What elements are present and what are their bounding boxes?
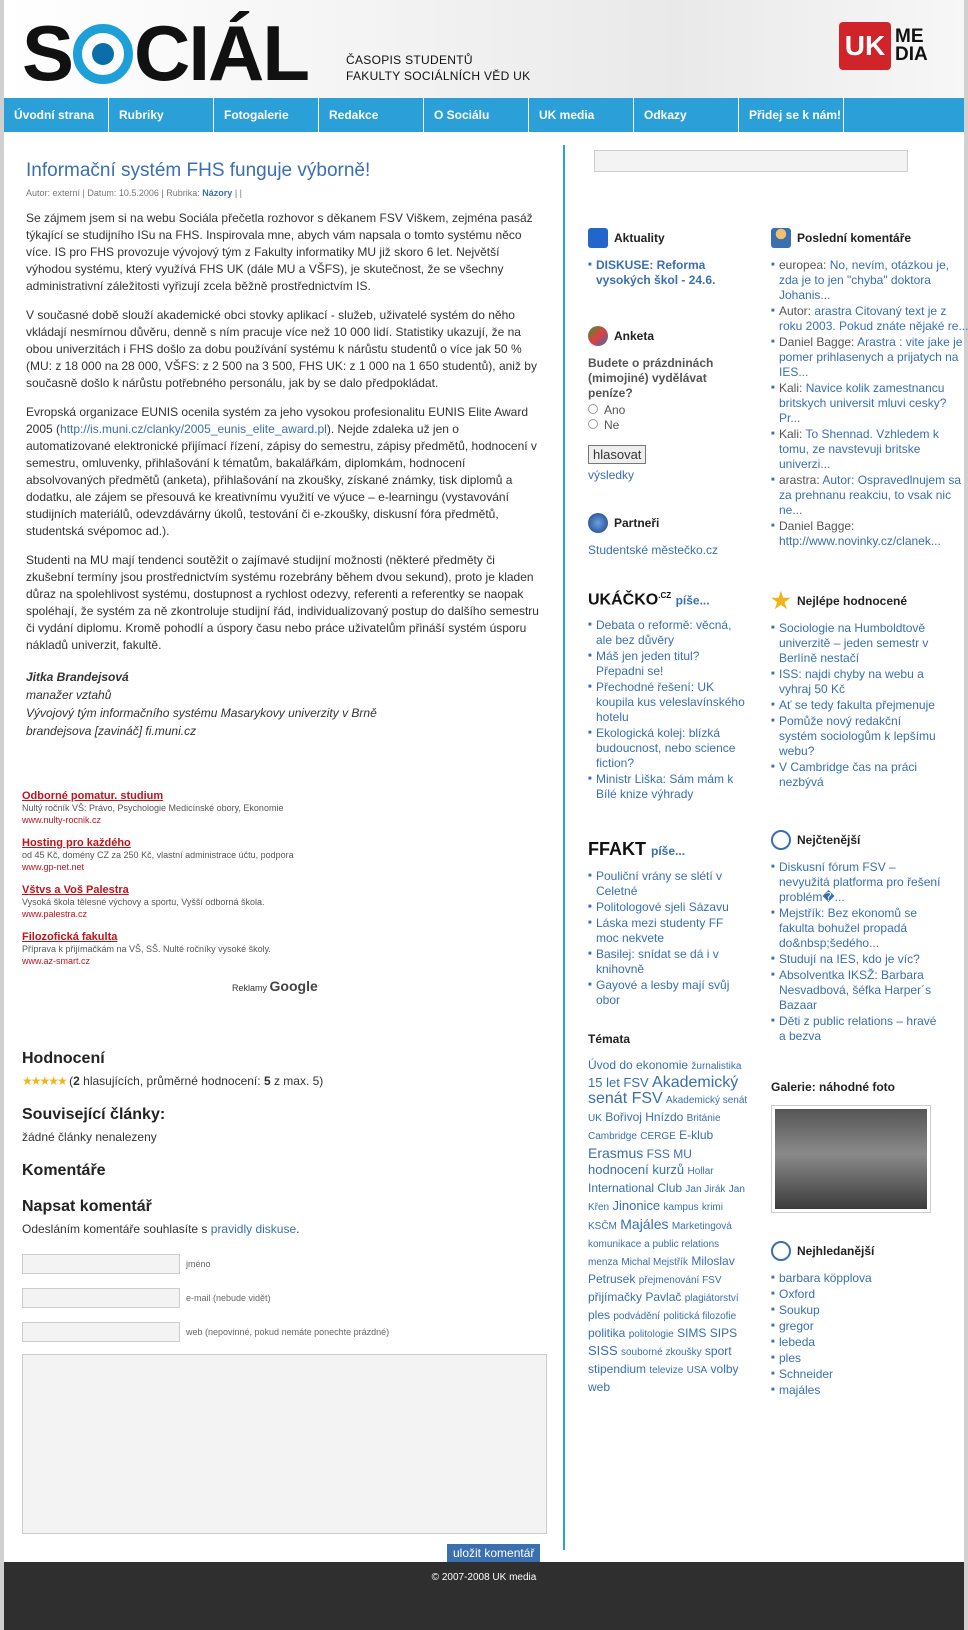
ad-item[interactable]: Filozofická fakulta Příprava k přijímačkám na VŠ, SŠ. Nulté ročníky vysoké školy. www.az-smart.cz (22, 931, 271, 966)
ukacko-logo[interactable]: $UKÁČKO^{.CZ}$ píše... (588, 591, 710, 609)
most-searched-item[interactable]: ■ majáles (771, 1383, 941, 1398)
ukacko-item[interactable]: ■ Máš jen jeden titul? Přepadni se! (588, 649, 748, 679)
partneri-title: Partneři (588, 513, 748, 533)
most-read-item[interactable]: ■ Děti z public relations – hravé a bezva (771, 1014, 941, 1044)
article-paragraph: V současné době slouží akademické obci stovky aplikací - služeb, uživatelé systém do něho vkládají nesmírnou důvěru, denně s ním pracuje více než 10 000 lidí. Statistiky ukazují, že na obou univerzitách i FHS došlo za dobu používání systému k nárůstu studentů o více jak 50 % (MU: z 18 000 na 28 000, VŠFS: z 2 500 na 3 500, FHS UK: z 1 000 na 1 650 studentů), aniž by současně došlo k nárůstu potřebného personálu, jak by se dalo předpokládat. (26, 308, 537, 390)
star-icon: ★ (771, 588, 791, 613)
tag-link[interactable]: CERGE (640, 1131, 676, 1143)
most-read-item[interactable]: ■ Studují na IES, kdo je víc? (771, 952, 941, 967)
most-searched-item[interactable]: ■ Schneider (771, 1367, 941, 1382)
pie-chart-icon (588, 326, 608, 346)
ffakt-item[interactable]: ■ Gayové a lesby mají svůj obor (588, 978, 748, 1008)
most-searched-item[interactable]: ■ ples (771, 1351, 941, 1366)
top-rated-item[interactable]: ■ Sociologie na Humboldtově univerzitě – jeden semestr v Berlíně nestačí (771, 621, 941, 666)
aktuality-title: Aktuality (588, 228, 748, 248)
aktuality-item[interactable]: ■ DISKUSE: Reforma vysokých škol - 24.6. (588, 258, 748, 288)
most-searched-item[interactable]: ■ lebeda (771, 1335, 941, 1350)
rating-heading: Hodnocení (22, 1050, 105, 1067)
article-paragraph: Se zájmem jsem si na webu Sociála přečetla rozhovor s děkanem FSV Viškem, zejména pasáž týkající se studijního ISu na FHS. Inspirovala mne, abych vám napsala o tomto systému něco více. IS pro FHS provozuje vývojový tým z Fakulty informatiky MU již skoro 6 let. Největší výhodou systému, který využívá FHS UK (dále MU a VŠFS), je skutečnost, že se všechny administrativní záležitosti vyřizují zcela běžně prostřednictvím IS. (26, 211, 533, 293)
copyright: © 2007-2008 UK media (431, 1572, 537, 1583)
tag-link[interactable]: žurnalistika (691, 1061, 742, 1073)
tag-link[interactable]: Jinonice (612, 1198, 661, 1214)
tag-link[interactable]: Cambridge (588, 1131, 637, 1143)
tag-link[interactable]: web (588, 1380, 611, 1395)
comment-item[interactable]: ■ Daniel Bagge: Arastra : vite jake je pomer prihlasenych a prijatych na IES... (771, 335, 968, 380)
top-rated-item[interactable]: ■ V Cambridge čas na práci nezbývá (771, 760, 941, 790)
uk-media-logo[interactable]: UK ME DIA (839, 22, 947, 70)
sidebar-left: Aktuality ■ DISKUSE: Reforma vysokých škol - 24.6. Anketa Budete o prázdninách (mimojiné) vydělávat peníze? Ano Ne hlasovat výsledky Partneři Studentské městečko.cz $UKÁČKO^{.CZ}$ píše... ■ Debata o reformě: věcná, ale bez důvěry ■ Máš jen jeden titul? Přepadni se! ■ Přechodné řešení: UK koupila kus veleslavínského hotelu ■ Ekologická kolej: blízká budoucnost, nebo science fiction? ■ Ministr Liška: Sám mám k Bílé knize výhrady FFAKT píše... ■ Pouliční vrány se slétí v Celetné ■ Politologové sjeli Sázavu ■ Láska mezi studenty FF moc nekvete ■ Basilej: snídat se dá i v knihovně ■ Gayové a lesby mají svůj obor Témata Úvod do ekonomie žurnalistika 15 let FSV Akademický senát FSV Akademický senát UK Bořivoj Hnízdo Británie Cambridge CERGE E-klub Erasmus FSS MU hodnocení kurzů Hollar International Club Jan Jirák Jan Křen Jinonice kampus krimi KSČM Majáles Marketingová komunikace a public relations menza Michal Mejstřík Miloslav Petrusek přejmenování FSV přijímačky Pavlač plagiátorství ples podvádění politická filozofie politika politologie SIMS SIPS SISS souborné zkoušky sport stipendium televize USA volby web (588, 228, 748, 1395)
top-rated-item[interactable]: ■ ISS: najdi chyby na webu a vyhraj 50 Kč (771, 667, 941, 697)
nav-redakce[interactable]: Redakce (319, 98, 424, 132)
tag-link[interactable]: přijímačky (588, 1290, 643, 1305)
tag-link[interactable]: USA (686, 1365, 708, 1377)
ad-item[interactable]: Hosting pro každého od 45 Kč, domény CZ za 250 Kč, vlastní administrace účtu, podpora www.gp-net.net (22, 837, 294, 872)
comment-item[interactable]: ■ Autor: arastra Citovaný text je z roku 2003. Pokud znáte nějaké re... (771, 304, 968, 334)
ffakt-item[interactable]: ■ Politologové sjeli Sázavu (588, 900, 748, 915)
tag-link[interactable]: Miloslav Petrusek (588, 1254, 735, 1287)
tag-link[interactable]: podvádění (613, 1311, 661, 1323)
tag-link[interactable]: Jan Křen (588, 1184, 745, 1214)
ffakt-item[interactable]: ■ Láska mezi studenty FF moc nekvete (588, 916, 748, 946)
google-ads (22, 790, 322, 994)
tag-link[interactable]: Erasmus (588, 1145, 644, 1162)
comment-item[interactable]: ■ Daniel Bagge: http://www.novinky.cz/clanek... (771, 519, 968, 549)
tag-link[interactable]: International Club (588, 1181, 683, 1196)
radio-ano[interactable] (588, 404, 598, 414)
tag-link[interactable]: kampus (663, 1202, 699, 1214)
most-searched-item[interactable]: ■ Soukup (771, 1303, 941, 1318)
site-tagline: ČASOPIS STUDENTŮ FAKULTY SOCIÁLNÍCH VĚD UK (346, 53, 531, 83)
tag-link[interactable]: volby (710, 1362, 739, 1377)
nav-home[interactable]: Úvodní strana (4, 98, 109, 132)
magnifier-icon (771, 1241, 791, 1261)
tag-link[interactable]: menza (588, 1257, 619, 1269)
tag-link[interactable]: Akademický senát UK (588, 1095, 748, 1125)
tag-link[interactable]: Pavlač (645, 1290, 682, 1305)
nejctenejsi-title: Nejčtenější (771, 830, 941, 850)
most-searched-item[interactable]: ■ gregor (771, 1319, 941, 1334)
nejhledanejsi-title: Nejhledanější (771, 1241, 941, 1261)
tag-link[interactable]: Úvod do ekonomie (588, 1058, 689, 1073)
tag-link[interactable]: souborné zkoušky (620, 1347, 702, 1359)
tag-link[interactable]: přejmenování FSV (638, 1275, 722, 1287)
ffakt-item[interactable]: ■ Basilej: snídat se dá i v knihovně (588, 947, 748, 977)
magnifier-icon (771, 830, 791, 850)
most-searched-item[interactable]: ■ Oxford (771, 1287, 941, 1302)
email-input[interactable] (22, 1288, 180, 1308)
tag-link[interactable]: politika (588, 1326, 626, 1341)
article (26, 150, 546, 740)
tag-link[interactable]: Michal Mejstřík (621, 1257, 689, 1269)
ad-item[interactable]: Odborné pomatur. studium Nultý ročník VŠ: Právo, Psychologie Medicínské obory, Ekonomie www.nulty-rocnik.cz (22, 790, 284, 825)
comment-item[interactable]: ■ Kali: Navice kolik zamestnancu britskych universit mluvi cesky? Pr... (771, 381, 968, 426)
globe-icon (588, 513, 608, 533)
ads-by-google[interactable]: Reklamy Google (232, 978, 318, 994)
tag-link[interactable]: ples (588, 1308, 611, 1323)
top-rated-item[interactable]: ■ Pomůže nový redakční systém sociologům k lepšímu webu? (771, 714, 941, 759)
tag-link[interactable]: FSS (646, 1147, 670, 1162)
tag-link[interactable]: KSČM (588, 1221, 617, 1233)
nejlepe-title: ★ Nejlépe hodnocené (771, 588, 908, 613)
tag-link[interactable]: SIMS (677, 1326, 707, 1341)
tag-link[interactable]: Jan Jirák (685, 1184, 726, 1196)
tag-link[interactable]: SISS (588, 1343, 618, 1359)
tag-link[interactable]: E-klub (679, 1128, 714, 1143)
article-title[interactable]: Informační systém FHS funguje výborně! (26, 160, 371, 181)
signature: Jitka Brandejsová manažer vztahů Vývojový tým informačního systému Masarykovy univerzity v Brně brandejsova [zavináč] fi.muni.cz (26, 670, 377, 738)
consent-text: Odesláním komentáře souhlasíte s pravidly diskuse. (22, 1222, 300, 1236)
random-photo[interactable] (771, 1105, 931, 1213)
nav-fotogalerie[interactable]: Fotogalerie (214, 98, 319, 132)
write-comment-heading: Napsat komentář (22, 1198, 152, 1215)
ukacko-item[interactable]: ■ Debata o reformě: věcná, ale bez důvěry (588, 618, 748, 648)
logo-o-icon (73, 24, 133, 84)
ukacko-item[interactable]: ■ Ekologická kolej: blízká budoucnost, nebo science fiction? (588, 726, 748, 771)
rubric-link[interactable]: Názory (202, 188, 233, 198)
top-rated-item[interactable]: ■ Ať se tedy fakulta přejmenuje (771, 698, 941, 713)
vote-button[interactable]: hlasovat (588, 445, 646, 464)
related-empty: žádné články nenalezeny (22, 1130, 157, 1144)
nav-o-socialu[interactable]: O Sociálu (424, 98, 529, 132)
comment-item[interactable]: ■ arastra: Autor: Ospravedlnujem sa za prehnanu reakciu, to vsak nic ne... (771, 473, 968, 518)
main-nav (4, 98, 964, 132)
tag-cloud (588, 1057, 748, 1395)
most-searched-item[interactable]: ■ barbara köpplova (771, 1271, 941, 1286)
star-icon[interactable]: ★★★★★ (22, 1074, 66, 1088)
anketa-title: Anketa (588, 326, 748, 346)
galerie-title: Galerie: náhodné foto (771, 1080, 896, 1094)
tag-link[interactable]: 15 let FSV (588, 1075, 649, 1091)
comment-item[interactable]: ■ Kali: To Shennad. Vzhledem k tomu, ze navstevuji britske univerzi... (771, 427, 968, 472)
tag-link[interactable]: hodnocení kurzů (588, 1162, 685, 1178)
site-logo[interactable]: S CIÁL (22, 9, 309, 97)
comment-item[interactable]: ■ europea: No, nevím, otázkou je, zda je to jen "chyba" doktora Johanis... (771, 258, 968, 303)
poll-question: Budete o prázdninách (mimojiné) vydělávat peníze? (588, 356, 714, 400)
tag-link[interactable]: politologie (628, 1329, 674, 1341)
ukacko-item[interactable]: ■ Přechodné řešení: UK koupila kus veleslavínského hotelu (588, 680, 748, 725)
tag-link[interactable]: krimi (701, 1202, 723, 1214)
komentare-title: Poslední komentáře (771, 228, 941, 248)
tag-link[interactable]: politická filozofie (663, 1311, 737, 1323)
nav-pridej-se[interactable]: Přidej se k nám! (739, 98, 844, 132)
nav-rubriky[interactable]: Rubriky (109, 98, 214, 132)
related-heading: Související články: (22, 1106, 166, 1123)
tag-link[interactable]: SIPS (709, 1326, 738, 1341)
search-input[interactable] (594, 150, 908, 172)
nav-uk-media[interactable]: UK media (529, 98, 634, 132)
footer (4, 1562, 964, 1630)
tag-link[interactable]: stipendium (588, 1362, 647, 1377)
tag-link[interactable]: plagiátorství (684, 1293, 739, 1305)
comments-heading: Komentáře (22, 1162, 106, 1179)
tag-link[interactable]: Marketingová komunikace a public relations (588, 1221, 732, 1251)
partner-link[interactable]: Studentské městečko.cz (588, 543, 719, 557)
eunis-link[interactable]: http://is.muni.cz/clanky/2005_eunis_elite_award.pl (60, 422, 327, 436)
user-icon (771, 228, 791, 248)
tag-link[interactable]: televize (649, 1365, 684, 1377)
rating-and-comments: Hodnocení ★★★★★ (2 hlasujících, průměrné hodnocení: 5 z max. 5) Související články: žádné články nenalezeny Komentáře Napsat komentář Odesláním komentáře souhlasíte s pravidly diskuse. jméno e-mail (nebude vidět) web (nepovinné, pokud nemáte ponechte prázdné) uložit komentář (22, 1050, 542, 1562)
comment-textarea[interactable] (22, 1354, 547, 1534)
tag-link[interactable]: sport (704, 1344, 732, 1359)
rating-summary: ★★★★★ (2 hlasujících, průměrné hodnocení: 5 z max. 5) (22, 1074, 324, 1088)
tag-link[interactable]: Hollar (687, 1166, 714, 1178)
article-paragraph: Studenti na MU mají tendenci soutěžit o zajímavé studijní možnosti (některé předměty či zkušební termíny jsou prostřednictvím systému rozebrány během dvou sekund), proto je kladen důraz na spolehlivost systému, dostupnost a rychlost odezvy, referenti a referentky se naopak spoléhají, že systém za ně zkontroluje studijní řád, individualizovaný postup do dalšího semestru či vydání diplomu. Kromě pohodlí a úspory času nebo práce uživatelům přináší systém úsporu nákladů univerzit, fakultě. (26, 553, 539, 652)
sidebar-right (771, 228, 968, 1399)
tag-link[interactable]: Bořivoj Hnízdo (605, 1110, 684, 1125)
ad-item[interactable]: Vštvs a Voš Palestra Vysoká škola tělesné výchovy a sportu, Vyšší odborná škola. www.palestra.cz (22, 884, 265, 919)
tag-link[interactable]: MU (673, 1147, 692, 1162)
article-meta: Autor: externí | Datum: 10.5.2006 | Rubrika: Názory | | (26, 188, 242, 198)
most-read-item[interactable]: ■ Mejstřík: Bez ekonomů se fakulta bohužel propadá do&nbsp;šedého... (771, 906, 941, 951)
header (4, 0, 964, 98)
tag-link[interactable]: Majáles (620, 1216, 669, 1233)
radio-ne[interactable] (588, 419, 598, 429)
info-icon (588, 228, 608, 248)
poll-results-link[interactable]: výsledky (588, 468, 635, 482)
tag-link[interactable]: Británie (686, 1113, 721, 1125)
ukacko-item[interactable]: ■ Ministr Liška: Sám mám k Bílé knize výhrady (588, 772, 748, 802)
ffakt-logo[interactable]: FFAKT píše... (588, 839, 686, 860)
name-input[interactable] (22, 1254, 180, 1274)
most-read-item[interactable]: ■ Diskusní fórum FSV – nevyužitá platforma pro řešení problém�... (771, 860, 941, 905)
nav-odkazy[interactable]: Odkazy (634, 98, 739, 132)
column-divider (563, 145, 565, 1550)
most-read-item[interactable]: ■ Absolventka IKSŽ: Barbara Nesvadbová, šéfka Harper´s Bazaar (771, 968, 941, 1013)
temata-title: Témata (588, 1032, 631, 1047)
web-input[interactable] (22, 1322, 180, 1342)
rules-link[interactable]: pravidly diskuse (210, 1222, 297, 1236)
ffakt-item[interactable]: ■ Pouliční vrány se slétí v Celetné (588, 869, 748, 899)
submit-comment-button[interactable]: uložit komentář (447, 1544, 540, 1562)
article-paragraph: Evropská organizace EUNIS ocenila systém za jeho vysokou profesionalitu EUNIS Elite Award 2005 (http://is.muni.cz/clanky/2005_eunis_elite_award.pl). Nejde zdaleka už jen o automatizované elektronické přijímací řízení, zápisy do semestru, zápisy předmětů, hodnocení v semestru, omluvenky, přihlašování k tématům, bakalářkám, diplomkám, hodnocení absolvovaných předmětů (anketa), přihlašování na zkoušky, získané známky, tisk diplomů a dodatku, ale zájem se přesouvá ke kreativnímu využití ve výuce – e-learningu (vystavování studijních materiálů, odevzdávárny úkolů, testování či e-zkoušky, diskusní fóra předmětů, studentská svépomoc ad.). (26, 405, 537, 538)
tag-link[interactable]: Akademický senát FSV (588, 1074, 739, 1108)
